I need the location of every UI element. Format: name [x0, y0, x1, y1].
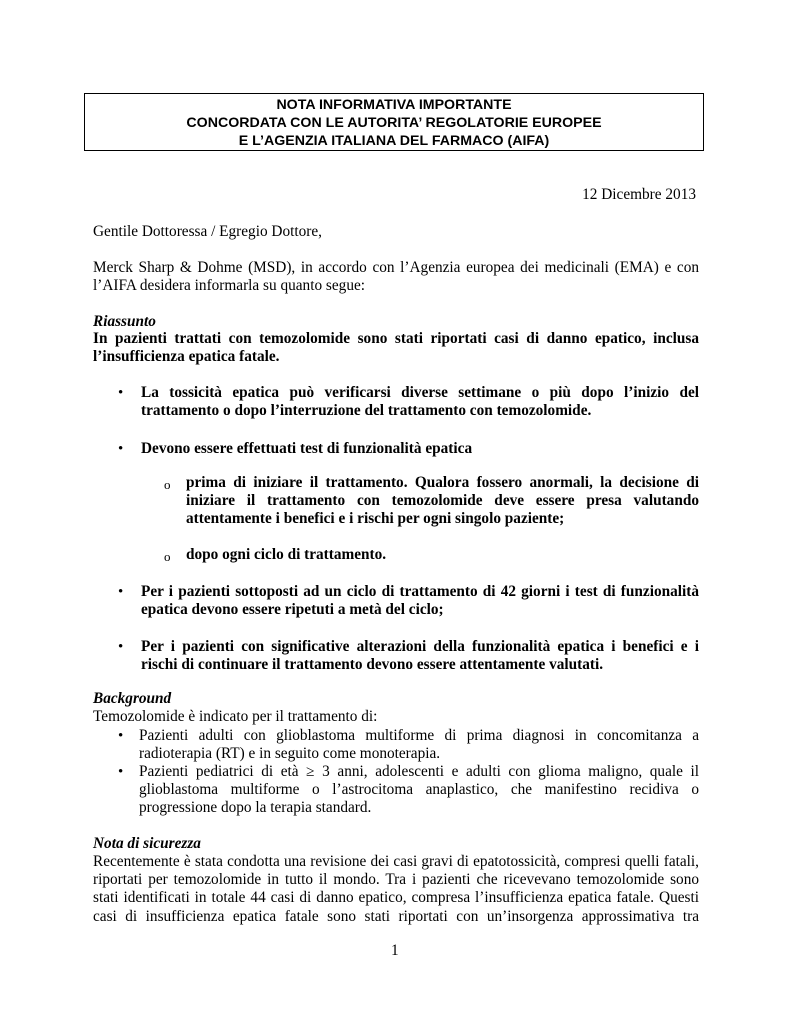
summary-bullet-1: La tossicità epatica può verificarsi diverse settimane o più dopo l’inizio del trattamento o dopo l’interruzione del trattamento con temozolomide.: [141, 384, 699, 420]
bullet-dot: •: [118, 639, 124, 655]
date: 12 Dicembre 2013: [582, 186, 696, 203]
header-box: [84, 93, 704, 151]
circle-bullet: o: [164, 549, 171, 564]
summary-sub-2: dopo ogni ciclo di trattamento.: [186, 546, 387, 563]
intro-paragraph: Merck Sharp & Dohme (MSD), in accordo con l’Agenzia europea dei medicinali (EMA) e con l’AIFA desidera informarla su quanto segue:: [93, 259, 699, 295]
summary-sub-1: prima di iniziare il trattamento. Qualora fossero anormali, la decisione di iniziare il trattamento con temozolomide deve essere presa valutando attentamente i benefici e i rischi per ogni singolo paziente;: [186, 474, 699, 528]
background-item-2: Pazienti pediatrici di età ≥ 3 anni, adolescenti e adulti con glioma maligno, quale il glioblastoma multiforme o l’astrocitoma anaplastico, che manifestino recidiva o progressione dopo la terapia standard.: [139, 763, 699, 817]
background-heading: Background: [93, 690, 172, 707]
circle-bullet: o: [164, 477, 171, 492]
header-line-1: NOTA INFORMATIVA IMPORTANTE: [276, 97, 512, 113]
bullet-dot: •: [118, 385, 124, 401]
bullet-dot: •: [118, 584, 124, 600]
summary-bullet-3: Per i pazienti sottoposti ad un ciclo di trattamento di 42 giorni i test di funzionalità epatica devono essere ripetuti a metà del ciclo;: [141, 583, 699, 619]
safety-paragraph: Recentemente è stata condotta una revisione dei casi gravi di epatotossicità, compresi quelli fatali, riportati per temozolomide in tutto il mondo. Tra i pazienti che ricevevano temozolomide sono stati identificati in totale 44 casi di danno epatico, compresa l’insufficienza epatica fatale. Questi casi di insufficienza epatica fatale sono stati riportati con un’insorgenza approssimativa tra: [93, 853, 699, 925]
safety-heading: Nota di sicurezza: [93, 835, 201, 852]
summary-lead: In pazienti trattati con temozolomide sono stati riportati casi di danno epatico, inclusa l’insufficienza epatica fatale.: [93, 330, 699, 366]
bullet-dot: •: [118, 764, 124, 780]
background-item-1: Pazienti adulti con glioblastoma multiforme di prima diagnosi in concomitanza a radioterapia (RT) e in seguito come monoterapia.: [139, 727, 699, 763]
bullet-dot: •: [118, 728, 124, 744]
header-line-2: CONCORDATA CON LE AUTORITA’ REGOLATORIE EUROPEE: [186, 115, 602, 131]
summary-heading: Riassunto: [93, 313, 156, 330]
bullet-dot: •: [118, 441, 124, 457]
header-line-3: E L’AGENZIA ITALIANA DEL FARMACO (AIFA): [238, 133, 550, 149]
summary-bullet-4: Per i pazienti con significative alterazioni della funzionalità epatica i benefici e i rischi di continuare il trattamento devono essere attentamente valutati.: [141, 638, 699, 674]
summary-bullet-2: Devono essere effettuati test di funzionalità epatica: [141, 440, 473, 457]
salutation: Gentile Dottoressa / Egregio Dottore,: [93, 223, 322, 240]
background-lead: Temozolomide è indicato per il trattamento di:: [93, 708, 378, 725]
page-number: 1: [391, 942, 399, 959]
